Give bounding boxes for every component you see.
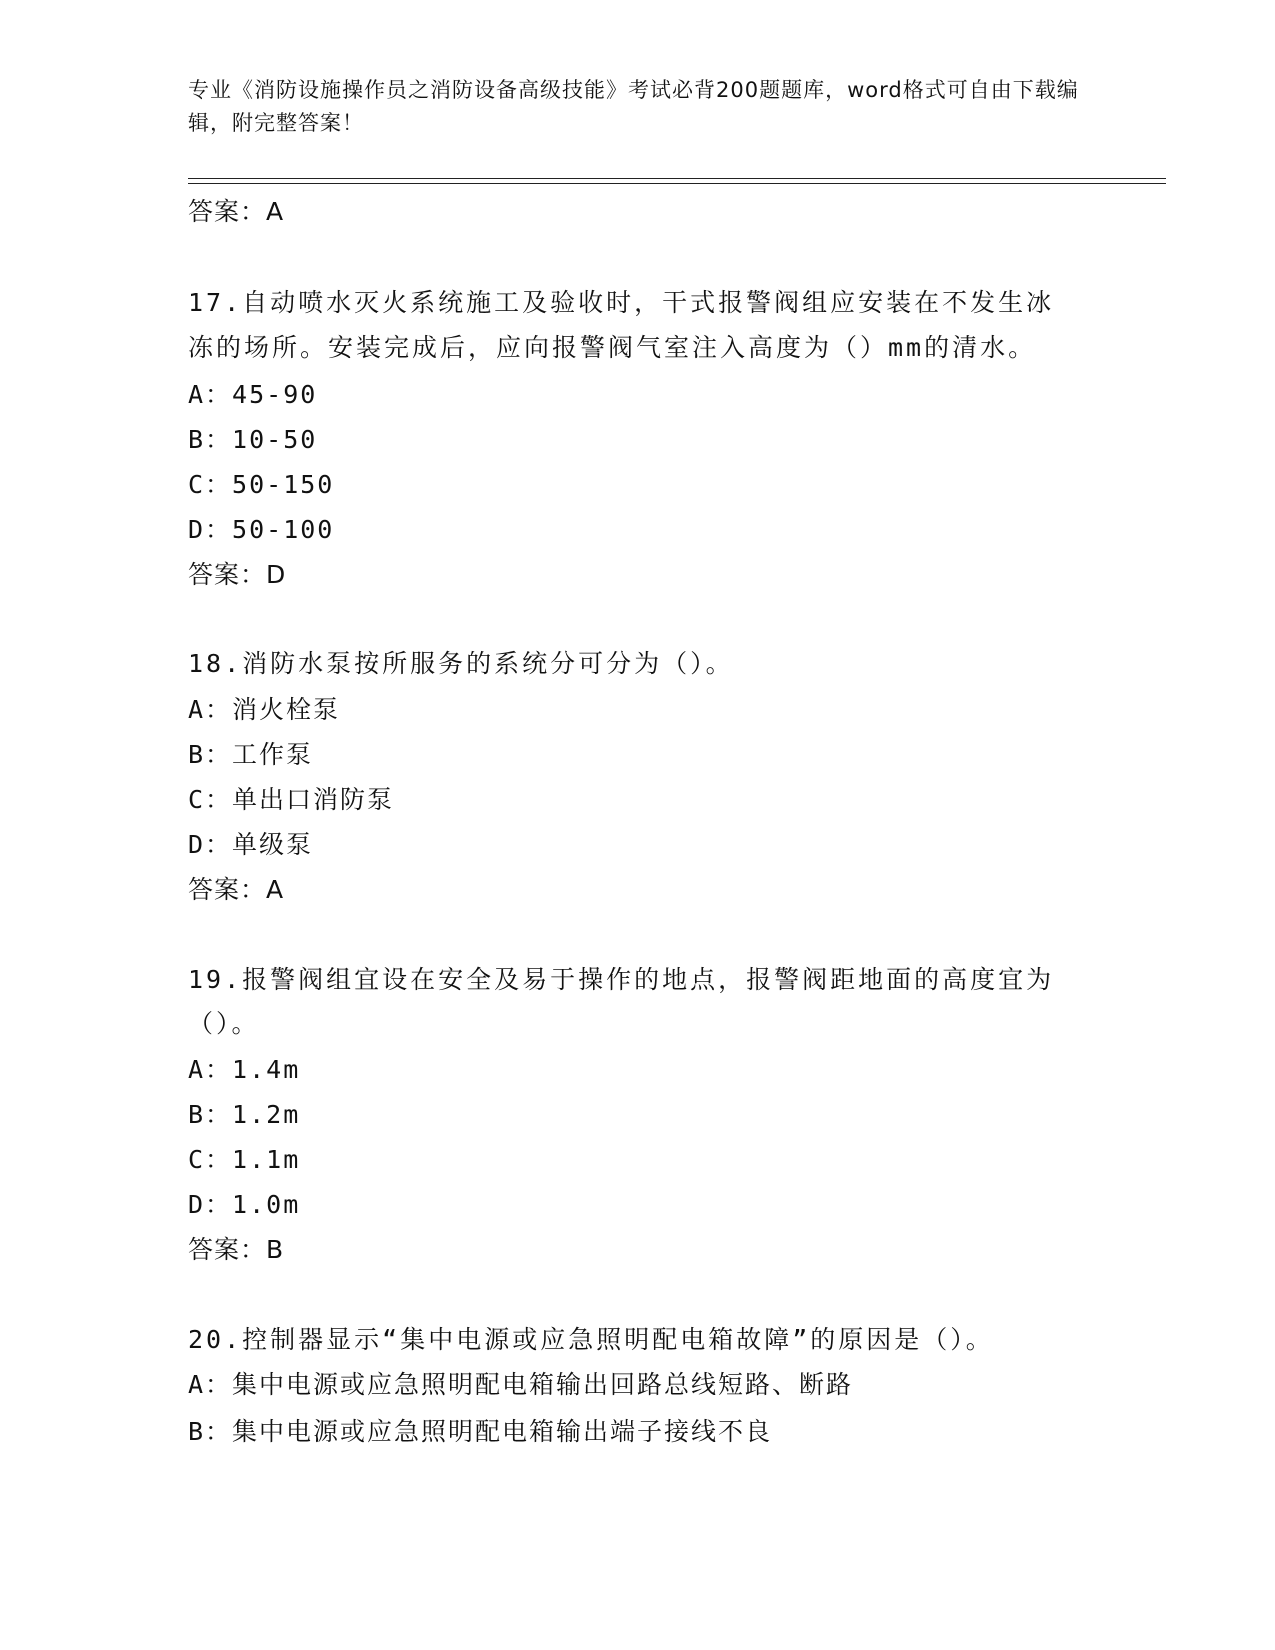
header-rule-bottom	[188, 183, 1166, 184]
question-18-option-d: D：单级泵	[188, 830, 314, 859]
question-19-option-b: B：1.2m	[188, 1100, 301, 1129]
question-19-option-a: A：1.4m	[188, 1055, 301, 1084]
answer-18: 答案：A	[188, 875, 285, 904]
question-17-line-1: 17.自动喷水灭火系统施工及验收时，干式报警阀组应安装在不发生冰	[188, 288, 1055, 317]
question-20-option-b: B：集中电源或应急照明配电箱输出端子接线不良	[188, 1417, 773, 1446]
question-20-option-a: A：集中电源或应急照明配电箱输出回路总线短路、断路	[188, 1370, 854, 1399]
question-17-option-b: B：10-50	[188, 425, 318, 454]
question-19-line-1: 19.报警阀组宜设在安全及易于操作的地点，报警阀距地面的高度宜为	[188, 965, 1055, 994]
answer-19: 答案：B	[188, 1235, 285, 1264]
question-18-option-a: A：消火栓泵	[188, 695, 341, 724]
question-19-option-d: D：1.0m	[188, 1190, 301, 1219]
question-18-line-1: 18.消防水泵按所服务的系统分可分为（）。	[188, 649, 734, 678]
question-17-option-c: C：50-150	[188, 470, 335, 499]
question-17-line-2: 冻的场所。安装完成后，应向报警阀气室注入高度为（）mm的清水。	[188, 333, 1037, 362]
answer-17: 答案：D	[188, 560, 287, 589]
answer-16: 答案：A	[188, 197, 285, 226]
question-19-line-2: （）。	[188, 1009, 260, 1038]
question-20-line-1: 20.控制器显示“集中电源或应急照明配电箱故障”的原因是（）。	[188, 1325, 994, 1354]
question-17-option-a: A：45-90	[188, 380, 318, 409]
page-header: 专业《消防设施操作员之消防设备高级技能》考试必背200题题库，word格式可自由下载编辑，附完整答案！	[188, 78, 1079, 135]
question-19-option-c: C：1.1m	[188, 1145, 301, 1174]
question-17-option-d: D：50-100	[188, 515, 335, 544]
header-rule-top	[188, 178, 1166, 179]
question-18-option-b: B：工作泵	[188, 740, 314, 769]
question-18-option-c: C：单出口消防泵	[188, 785, 395, 814]
